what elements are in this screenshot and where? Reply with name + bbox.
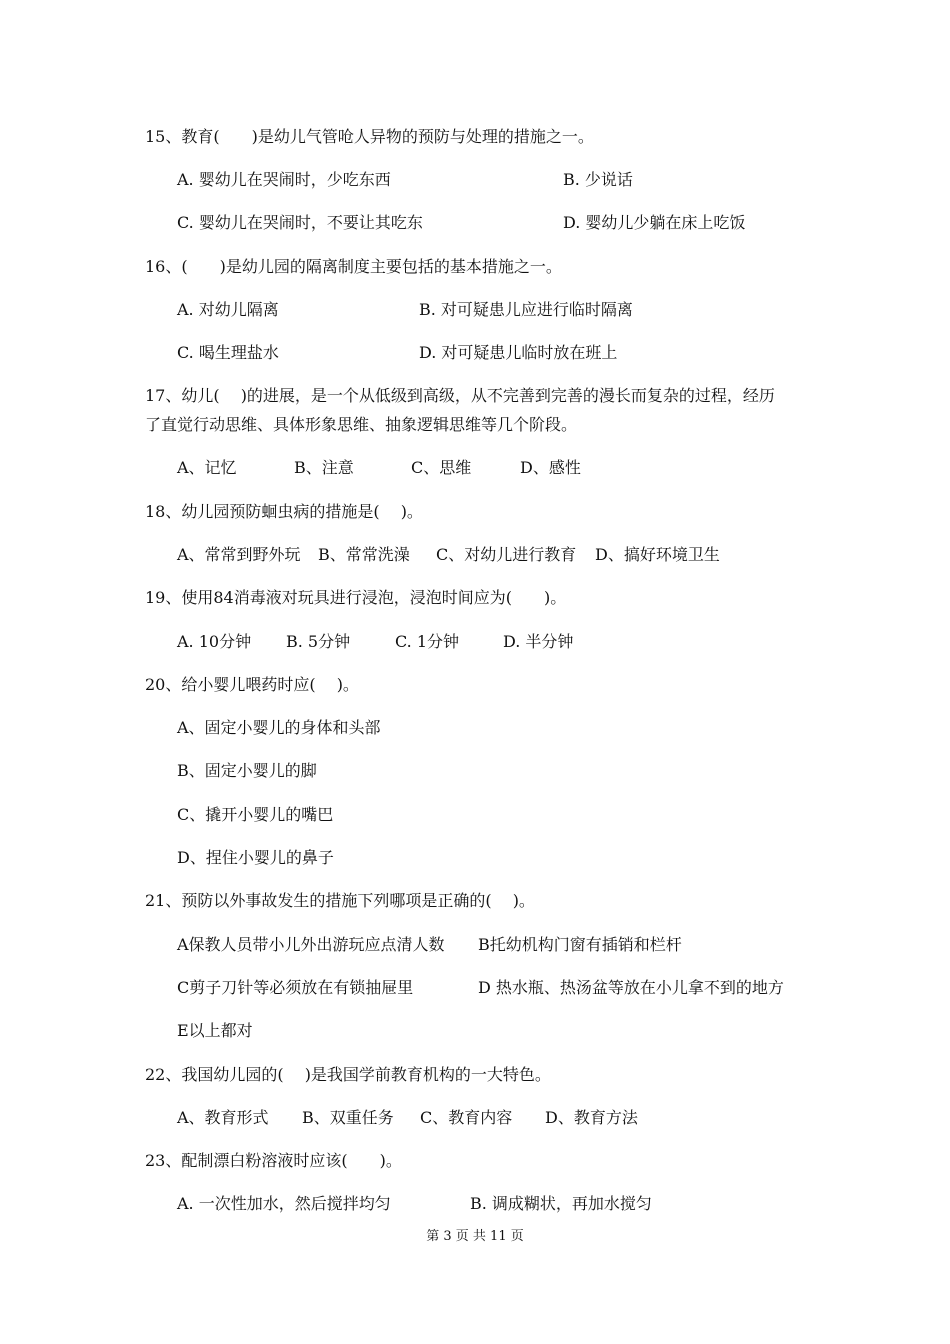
question-stem: 21、预防以外事故发生的措施下列哪项是正确的( )。 [145,891,535,910]
option-d: D、捏住小婴儿的鼻子 [177,848,334,867]
option-c: C. 喝生理盐水 [177,343,279,362]
option-a: A. 10分钟 [177,632,252,651]
question-stem: 15、教育( )是幼儿气管呛人异物的预防与处理的措施之一。 [145,127,594,146]
option-a: A、教育形式 [177,1108,269,1127]
option-d: D、搞好环境卫生 [595,545,720,564]
option-b: B、固定小婴儿的脚 [177,761,317,780]
option-c: C、撬开小婴儿的嘴巴 [177,805,334,824]
option-d: D. 对可疑患儿临时放在班上 [419,343,618,362]
question-stem: 20、给小婴儿喂药时应( )。 [145,675,359,694]
option-b: B. 对可疑患儿应进行临时隔离 [419,300,633,319]
option-b: B. 调成糊状，再加水搅匀 [470,1194,652,1213]
option-c: C. 1分钟 [395,632,460,651]
option-a: A. 对幼儿隔离 [177,300,279,319]
option-c: C、思维 [411,458,472,477]
question-stem: 16、( )是幼儿园的隔离制度主要包括的基本措施之一。 [145,257,562,276]
question-stem: 22、我国幼儿园的( )是我国学前教育机构的一大特色。 [145,1065,551,1084]
option-e: E以上都对 [177,1021,253,1040]
option-b: B、双重任务 [302,1108,394,1127]
option-c: C、教育内容 [420,1108,513,1127]
question-stem-line-2: 了直觉行动思维、具体形象思维、抽象逻辑思维等几个阶段。 [145,415,578,434]
option-d: D 热水瓶、热汤盆等放在小儿拿不到的地方 [478,978,784,997]
option-d: D. 半分钟 [503,632,574,651]
option-d: D、感性 [520,458,581,477]
option-a: A. 婴幼儿在哭闹时，少吃东西 [177,170,391,189]
option-a: A、常常到野外玩 [177,545,301,564]
question-stem: 18、幼儿园预防蛔虫病的措施是( )。 [145,502,423,521]
option-a: A保教人员带小儿外出游玩应点清人数 [177,935,445,954]
option-a: A、记忆 [177,458,237,477]
option-c: C. 婴幼儿在哭闹时，不要让其吃东 [177,213,423,232]
option-d: D、教育方法 [545,1108,638,1127]
option-b: B、注意 [294,458,354,477]
option-b: B、常常洗澡 [318,545,410,564]
question-stem: 19、使用84消毒液对玩具进行浸泡，浸泡时间应为( )。 [145,588,567,607]
option-a: A、固定小婴儿的身体和头部 [177,718,381,737]
option-b: B. 5分钟 [286,632,351,651]
question-stem-line-1: 17、幼儿( )的进展，是一个从低级到高级，从不完善到完善的漫长而复杂的过程，经历 [145,386,775,405]
option-b: B. 少说话 [563,170,633,189]
option-c: C剪子刀针等必须放在有锁抽屉里 [177,978,414,997]
option-b: B托幼机构门窗有插销和栏杆 [478,935,682,954]
question-stem: 23、配制漂白粉溶液时应该( )。 [145,1151,402,1170]
option-d: D. 婴幼儿少躺在床上吃饭 [563,213,746,232]
option-c: C、对幼儿进行教育 [436,545,577,564]
page-footer: 第 3 页 共 11 页 [426,1229,524,1244]
option-a: A. 一次性加水，然后搅拌均匀 [177,1194,391,1213]
